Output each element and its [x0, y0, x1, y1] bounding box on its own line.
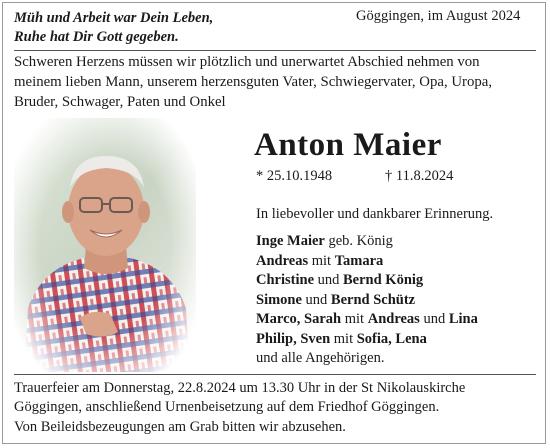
family-list — [256, 232, 478, 369]
family-closing: und alle Angehörigen. — [256, 350, 385, 366]
intro-text — [14, 52, 492, 112]
funeral-line-2: Göggingen, anschließend Urnenbeisetzung auf dem Friedhof Göggingen. — [14, 399, 440, 415]
family-line — [256, 252, 478, 272]
place-date: Göggingen, im August 2024 — [356, 8, 521, 24]
family-name: Andreas — [256, 252, 309, 269]
family-connector: geb. König — [324, 233, 393, 249]
intro-line-3: Bruder, Schwager, Paten und Onkel — [14, 94, 226, 110]
birth-date: * 25.10.1948 — [256, 168, 333, 184]
closing-note: Von Beileidsbezeugungen am Grab bitten wir abzusehen. — [14, 419, 346, 435]
bottom-divider — [14, 374, 536, 375]
family-name: Tamara — [334, 252, 384, 269]
deceased-name: Anton Maier — [254, 127, 442, 163]
family-line — [256, 291, 478, 311]
death-date: † 11.8.2024 — [385, 168, 454, 184]
family-line — [256, 232, 478, 252]
family-connector: und — [419, 311, 449, 327]
family-line — [256, 330, 478, 350]
funeral-info — [14, 379, 465, 417]
family-connector: mit — [308, 252, 335, 269]
family-name: Marco, Sarah — [256, 311, 342, 327]
funeral-line-1: Trauerfeier am Donnerstag, 22.8.2024 um 13.30 Uhr in der St Nikolauskirche — [14, 380, 466, 396]
family-line — [256, 310, 478, 330]
intro-line-1: Schweren Herzens müssen wir plötzlich und unerwartet Abschied nehmen von — [14, 54, 480, 70]
family-connector: mit — [330, 330, 357, 347]
family-name: Philip, Sven — [256, 330, 331, 347]
portrait-photo — [14, 118, 196, 372]
motto-line-2: Ruhe hat Dir Gott gegeben. — [14, 29, 179, 45]
intro-line-2: meinem lieben Mann, unserem herzensguten Vater, Schwiegervater, Opa, Uropa, — [14, 74, 493, 90]
memory-text: In liebevoller und dankbarer Erinnerung. — [256, 206, 494, 222]
family-name: Simone — [256, 291, 302, 308]
family-name: Christine — [256, 272, 314, 288]
family-name: Sofia, Lena — [356, 330, 427, 347]
family-name: Bernd König — [343, 272, 424, 288]
family-name: Inge Maier — [256, 233, 325, 249]
family-line — [256, 271, 478, 291]
family-connector: mit — [341, 311, 368, 327]
motto — [14, 9, 213, 47]
family-name: Andreas — [367, 311, 420, 327]
family-connector: und — [301, 291, 331, 308]
family-connector: und — [314, 272, 343, 288]
family-name: Bernd Schütz — [330, 291, 416, 308]
family-name: Lina — [448, 311, 478, 327]
top-divider — [14, 50, 536, 51]
motto-line-1: Müh und Arbeit war Dein Leben, — [14, 10, 214, 26]
